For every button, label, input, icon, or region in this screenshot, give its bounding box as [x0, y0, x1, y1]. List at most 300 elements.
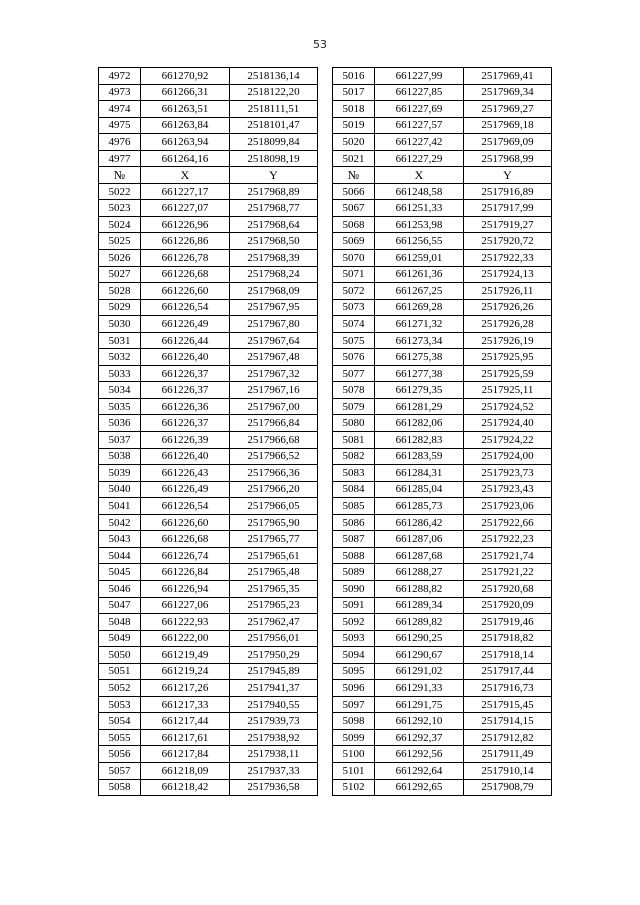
table-row [333, 233, 552, 250]
table-row [99, 663, 318, 680]
x-coordinate-cell: 661227,85 [375, 84, 464, 101]
y-coordinate-cell: 2517916,73 [464, 680, 552, 697]
y-coordinate-cell: 2517914,15 [464, 713, 552, 730]
y-coordinate-cell: 2517965,77 [230, 531, 318, 548]
table-row [99, 316, 318, 333]
x-coordinate-cell: 661292,10 [375, 713, 464, 730]
table-row [99, 432, 318, 449]
x-coordinate-cell: 661259,01 [375, 250, 464, 267]
point-number-cell: 5087 [333, 531, 375, 548]
x-coordinate-cell: 661290,25 [375, 630, 464, 647]
x-coordinate-cell: 661227,57 [375, 117, 464, 134]
point-number-cell: 5084 [333, 481, 375, 498]
point-number-cell: 5080 [333, 415, 375, 432]
point-number-cell: 5088 [333, 547, 375, 564]
table-row [333, 481, 552, 498]
x-coordinate-cell: 661271,32 [375, 316, 464, 333]
y-coordinate-cell: 2517968,24 [230, 266, 318, 283]
x-coordinate-cell: 661217,84 [141, 746, 230, 763]
table-row [99, 266, 318, 283]
point-number-cell: 5075 [333, 332, 375, 349]
point-number-cell: 5049 [99, 630, 141, 647]
table-row [333, 332, 552, 349]
y-coordinate-cell: 2517921,74 [464, 547, 552, 564]
y-coordinate-cell: 2517965,23 [230, 597, 318, 614]
point-number-cell: 5032 [99, 349, 141, 366]
x-coordinate-cell: 661273,34 [375, 332, 464, 349]
point-number-cell: 4974 [99, 101, 141, 118]
x-coordinate-cell: 661284,31 [375, 465, 464, 482]
y-coordinate-cell: 2517968,89 [230, 183, 318, 200]
point-number-cell: 5037 [99, 432, 141, 449]
table-row [99, 465, 318, 482]
y-coordinate-cell: 2518111,51 [230, 101, 318, 118]
x-coordinate-cell: 661217,44 [141, 713, 230, 730]
y-coordinate-cell: 2517967,95 [230, 299, 318, 316]
y-coordinate-cell: 2517923,06 [464, 498, 552, 515]
x-coordinate-cell: 661281,29 [375, 398, 464, 415]
table-row [333, 250, 552, 267]
y-coordinate-cell: 2517920,68 [464, 580, 552, 597]
table-row [99, 398, 318, 415]
point-number-cell: 4975 [99, 117, 141, 134]
y-coordinate-cell: 2517950,29 [230, 647, 318, 664]
x-coordinate-cell: 661226,60 [141, 283, 230, 300]
table-row [333, 415, 552, 432]
x-coordinate-cell: 661226,37 [141, 365, 230, 382]
x-coordinate-cell: 661289,82 [375, 614, 464, 631]
y-coordinate-cell: 2517968,77 [230, 200, 318, 217]
table-row [333, 614, 552, 631]
point-number-cell: 5029 [99, 299, 141, 316]
table-row [333, 762, 552, 779]
table-row [99, 580, 318, 597]
x-coordinate-cell: 661226,37 [141, 415, 230, 432]
point-number-cell: 5033 [99, 365, 141, 382]
table-row [333, 216, 552, 233]
point-number-cell: 5046 [99, 580, 141, 597]
point-number-cell: 5094 [333, 647, 375, 664]
y-coordinate-cell: 2517965,61 [230, 547, 318, 564]
point-number-cell: 5090 [333, 580, 375, 597]
x-coordinate-cell: 661266,31 [141, 84, 230, 101]
point-number-cell: 5076 [333, 349, 375, 366]
y-coordinate-cell: 2517925,59 [464, 365, 552, 382]
table-row [99, 614, 318, 631]
x-coordinate-cell: 661291,33 [375, 680, 464, 697]
x-coordinate-cell: 661248,58 [375, 183, 464, 200]
page-number: 53 [313, 38, 327, 51]
y-coordinate-cell: 2518098,19 [230, 150, 318, 167]
table-row [99, 150, 318, 167]
x-coordinate-cell: 661277,38 [375, 365, 464, 382]
x-coordinate-cell: 661222,93 [141, 614, 230, 631]
point-number-cell: 5100 [333, 746, 375, 763]
y-coordinate-cell: 2517969,18 [464, 117, 552, 134]
y-coordinate-cell: 2518101,47 [230, 117, 318, 134]
table-row [99, 630, 318, 647]
table-row [333, 283, 552, 300]
x-coordinate-cell: 661226,40 [141, 448, 230, 465]
table-row [333, 134, 552, 151]
x-coordinate-cell: 661282,83 [375, 432, 464, 449]
x-coordinate-cell: 661227,17 [141, 183, 230, 200]
x-coordinate-cell: 661251,33 [375, 200, 464, 217]
header-row [99, 167, 318, 184]
x-coordinate-cell: 661267,25 [375, 283, 464, 300]
point-number-cell: 5026 [99, 250, 141, 267]
point-number-cell: 5053 [99, 696, 141, 713]
x-coordinate-cell: 661292,64 [375, 762, 464, 779]
y-coordinate-cell: 2518136,14 [230, 68, 318, 85]
y-coordinate-cell: 2517969,09 [464, 134, 552, 151]
table-row [333, 316, 552, 333]
point-number-cell: 5086 [333, 514, 375, 531]
x-coordinate-cell: 661285,04 [375, 481, 464, 498]
y-coordinate-cell: 2517919,46 [464, 614, 552, 631]
table-row [99, 365, 318, 382]
y-coordinate-cell: 2517968,39 [230, 250, 318, 267]
table-row [333, 84, 552, 101]
y-coordinate-cell: 2517968,99 [464, 150, 552, 167]
y-coordinate-cell: 2517910,14 [464, 762, 552, 779]
point-number-cell: 5036 [99, 415, 141, 432]
y-coordinate-cell: 2517936,58 [230, 779, 318, 796]
y-coordinate-cell: 2517966,84 [230, 415, 318, 432]
x-coordinate-cell: 661261,36 [375, 266, 464, 283]
table-row [99, 101, 318, 118]
x-coordinate-cell: 661226,94 [141, 580, 230, 597]
x-coordinate-cell: 661287,68 [375, 547, 464, 564]
point-number-cell: 5058 [99, 779, 141, 796]
x-coordinate-cell: 661279,35 [375, 382, 464, 399]
y-coordinate-cell: 2517965,90 [230, 514, 318, 531]
y-coordinate-cell: 2517965,35 [230, 580, 318, 597]
table-row [99, 696, 318, 713]
point-number-cell: 5096 [333, 680, 375, 697]
point-number-cell: 5072 [333, 283, 375, 300]
y-coordinate-cell: 2517956,01 [230, 630, 318, 647]
header-row [333, 167, 552, 184]
left-header [99, 167, 318, 184]
y-coordinate-cell: 2517912,82 [464, 729, 552, 746]
table-row [333, 448, 552, 465]
y-coordinate-cell: 2517922,33 [464, 250, 552, 267]
table-row [333, 349, 552, 366]
y-coordinate-cell: 2517920,09 [464, 597, 552, 614]
x-coordinate-cell: 661226,74 [141, 547, 230, 564]
y-coordinate-cell: 2517921,22 [464, 564, 552, 581]
y-coordinate-cell: 2517967,48 [230, 349, 318, 366]
x-coordinate-cell: 661226,68 [141, 531, 230, 548]
point-number-cell: 5030 [99, 316, 141, 333]
x-coordinate-cell: 661286,42 [375, 514, 464, 531]
y-coordinate-cell: 2517924,13 [464, 266, 552, 283]
x-coordinate-cell: 661226,54 [141, 299, 230, 316]
table-row [99, 729, 318, 746]
table-row [333, 299, 552, 316]
table-row [333, 696, 552, 713]
point-number-cell: 5093 [333, 630, 375, 647]
table-row [333, 514, 552, 531]
y-coordinate-cell: 2517962,47 [230, 614, 318, 631]
y-coordinate-cell: 2517922,66 [464, 514, 552, 531]
point-number-cell: 5095 [333, 663, 375, 680]
y-coordinate-cell: 2517967,80 [230, 316, 318, 333]
table-row [333, 729, 552, 746]
point-number-cell: 5085 [333, 498, 375, 515]
y-coordinate-cell: 2517926,11 [464, 283, 552, 300]
y-coordinate-cell: 2517924,00 [464, 448, 552, 465]
table-row [333, 580, 552, 597]
y-coordinate-cell: 2517920,72 [464, 233, 552, 250]
table-row [99, 415, 318, 432]
point-number-cell: 5081 [333, 432, 375, 449]
x-coordinate-cell: 661219,49 [141, 647, 230, 664]
x-coordinate-cell: 661288,27 [375, 564, 464, 581]
table-row [333, 101, 552, 118]
table-row [333, 68, 552, 85]
y-coordinate-cell: 2517966,52 [230, 448, 318, 465]
x-coordinate-cell: 661264,16 [141, 150, 230, 167]
point-number-cell: 5016 [333, 68, 375, 85]
table-row [99, 382, 318, 399]
table-row [99, 332, 318, 349]
y-coordinate-cell: 2517918,82 [464, 630, 552, 647]
table-row [333, 432, 552, 449]
y-coordinate-cell: 2517917,99 [464, 200, 552, 217]
coordinates-table-left [98, 67, 318, 796]
y-coordinate-cell: 2518099,84 [230, 134, 318, 151]
y-coordinate-cell: 2517967,64 [230, 332, 318, 349]
point-number-cell: 5042 [99, 514, 141, 531]
header-number-cell: № [333, 167, 375, 184]
x-coordinate-cell: 661292,65 [375, 779, 464, 796]
y-coordinate-cell: 2517967,00 [230, 398, 318, 415]
x-coordinate-cell: 661226,44 [141, 332, 230, 349]
x-coordinate-cell: 661227,06 [141, 597, 230, 614]
point-number-cell: 5047 [99, 597, 141, 614]
table-row [99, 647, 318, 664]
y-coordinate-cell: 2517969,27 [464, 101, 552, 118]
point-number-cell: 5051 [99, 663, 141, 680]
y-coordinate-cell: 2517938,92 [230, 729, 318, 746]
x-coordinate-cell: 661226,36 [141, 398, 230, 415]
y-coordinate-cell: 2517968,09 [230, 283, 318, 300]
point-number-cell: 5091 [333, 597, 375, 614]
x-coordinate-cell: 661219,24 [141, 663, 230, 680]
point-number-cell: 5068 [333, 216, 375, 233]
y-coordinate-cell: 2517966,36 [230, 465, 318, 482]
y-coordinate-cell: 2517924,52 [464, 398, 552, 415]
point-number-cell: 5070 [333, 250, 375, 267]
x-coordinate-cell: 661291,75 [375, 696, 464, 713]
x-coordinate-cell: 661218,09 [141, 762, 230, 779]
point-number-cell: 5031 [99, 332, 141, 349]
x-coordinate-cell: 661253,98 [375, 216, 464, 233]
table-row [99, 481, 318, 498]
point-number-cell: 5078 [333, 382, 375, 399]
table-row [333, 398, 552, 415]
y-coordinate-cell: 2517922,23 [464, 531, 552, 548]
y-coordinate-cell: 2517938,11 [230, 746, 318, 763]
table-row [99, 233, 318, 250]
table-row [99, 564, 318, 581]
y-coordinate-cell: 2517939,73 [230, 713, 318, 730]
point-number-cell: 5056 [99, 746, 141, 763]
point-number-cell: 5022 [99, 183, 141, 200]
header-y-cell: Y [230, 167, 318, 184]
table-row [99, 746, 318, 763]
point-number-cell: 5025 [99, 233, 141, 250]
point-number-cell: 5102 [333, 779, 375, 796]
point-number-cell: 5089 [333, 564, 375, 581]
x-coordinate-cell: 661217,61 [141, 729, 230, 746]
point-number-cell: 5092 [333, 614, 375, 631]
y-coordinate-cell: 2517918,14 [464, 647, 552, 664]
point-number-cell: 4972 [99, 68, 141, 85]
point-number-cell: 5034 [99, 382, 141, 399]
table-row [333, 150, 552, 167]
point-number-cell: 5019 [333, 117, 375, 134]
x-coordinate-cell: 661226,43 [141, 465, 230, 482]
table-row [333, 746, 552, 763]
point-number-cell: 5021 [333, 150, 375, 167]
table-row [99, 68, 318, 85]
point-number-cell: 5044 [99, 547, 141, 564]
y-coordinate-cell: 2517969,41 [464, 68, 552, 85]
x-coordinate-cell: 661226,49 [141, 481, 230, 498]
table-row [333, 465, 552, 482]
right-top-rows [333, 68, 552, 167]
point-number-cell: 5055 [99, 729, 141, 746]
point-number-cell: 5067 [333, 200, 375, 217]
y-coordinate-cell: 2517919,27 [464, 216, 552, 233]
point-number-cell: 5020 [333, 134, 375, 151]
point-number-cell: 5017 [333, 84, 375, 101]
x-coordinate-cell: 661275,38 [375, 349, 464, 366]
x-coordinate-cell: 661226,37 [141, 382, 230, 399]
y-coordinate-cell: 2517969,34 [464, 84, 552, 101]
point-number-cell: 5018 [333, 101, 375, 118]
y-coordinate-cell: 2517968,50 [230, 233, 318, 250]
table-row [99, 597, 318, 614]
table-row [333, 200, 552, 217]
point-number-cell: 4977 [99, 150, 141, 167]
y-coordinate-cell: 2517911,49 [464, 746, 552, 763]
header-y-cell: Y [464, 167, 552, 184]
point-number-cell: 5082 [333, 448, 375, 465]
table-row [333, 531, 552, 548]
table-row [99, 134, 318, 151]
table-row [333, 680, 552, 697]
x-coordinate-cell: 661222,00 [141, 630, 230, 647]
x-coordinate-cell: 661226,86 [141, 233, 230, 250]
y-coordinate-cell: 2517926,19 [464, 332, 552, 349]
point-number-cell: 5045 [99, 564, 141, 581]
y-coordinate-cell: 2517965,48 [230, 564, 318, 581]
x-coordinate-cell: 661226,54 [141, 498, 230, 515]
x-coordinate-cell: 661285,73 [375, 498, 464, 515]
table-row [99, 349, 318, 366]
table-row [333, 663, 552, 680]
x-coordinate-cell: 661282,06 [375, 415, 464, 432]
table-row [99, 531, 318, 548]
x-coordinate-cell: 661217,33 [141, 696, 230, 713]
table-row [333, 779, 552, 796]
point-number-cell: 5024 [99, 216, 141, 233]
y-coordinate-cell: 2517915,45 [464, 696, 552, 713]
y-coordinate-cell: 2517924,40 [464, 415, 552, 432]
point-number-cell: 5052 [99, 680, 141, 697]
point-number-cell: 5035 [99, 398, 141, 415]
table-row [99, 547, 318, 564]
point-number-cell: 5048 [99, 614, 141, 631]
table-row [99, 299, 318, 316]
y-coordinate-cell: 2517941,37 [230, 680, 318, 697]
table-row [333, 365, 552, 382]
point-number-cell: 5040 [99, 481, 141, 498]
x-coordinate-cell: 661291,02 [375, 663, 464, 680]
table-row [333, 183, 552, 200]
x-coordinate-cell: 661263,94 [141, 134, 230, 151]
y-coordinate-cell: 2517940,55 [230, 696, 318, 713]
x-coordinate-cell: 661226,84 [141, 564, 230, 581]
x-coordinate-cell: 661227,42 [375, 134, 464, 151]
table-row [99, 680, 318, 697]
point-number-cell: 4976 [99, 134, 141, 151]
table-row [99, 117, 318, 134]
coordinates-table-right [332, 67, 552, 796]
point-number-cell: 5101 [333, 762, 375, 779]
table-row [99, 200, 318, 217]
table-row [99, 514, 318, 531]
x-coordinate-cell: 661226,49 [141, 316, 230, 333]
point-number-cell: 4973 [99, 84, 141, 101]
y-coordinate-cell: 2517926,26 [464, 299, 552, 316]
point-number-cell: 5083 [333, 465, 375, 482]
y-coordinate-cell: 2517937,33 [230, 762, 318, 779]
x-coordinate-cell: 661288,82 [375, 580, 464, 597]
point-number-cell: 5069 [333, 233, 375, 250]
y-coordinate-cell: 2517967,16 [230, 382, 318, 399]
point-number-cell: 5054 [99, 713, 141, 730]
table-row [99, 762, 318, 779]
table-row [99, 779, 318, 796]
x-coordinate-cell: 661226,68 [141, 266, 230, 283]
y-coordinate-cell: 2517924,22 [464, 432, 552, 449]
x-coordinate-cell: 661289,34 [375, 597, 464, 614]
table-row [99, 250, 318, 267]
x-coordinate-cell: 661263,51 [141, 101, 230, 118]
point-number-cell: 5027 [99, 266, 141, 283]
x-coordinate-cell: 661227,99 [375, 68, 464, 85]
table-row [99, 448, 318, 465]
point-number-cell: 5041 [99, 498, 141, 515]
y-coordinate-cell: 2517917,44 [464, 663, 552, 680]
point-number-cell: 5073 [333, 299, 375, 316]
y-coordinate-cell: 2517925,11 [464, 382, 552, 399]
table-row [333, 117, 552, 134]
x-coordinate-cell: 661217,26 [141, 680, 230, 697]
point-number-cell: 5039 [99, 465, 141, 482]
x-coordinate-cell: 661290,67 [375, 647, 464, 664]
y-coordinate-cell: 2517966,68 [230, 432, 318, 449]
y-coordinate-cell: 2517945,89 [230, 663, 318, 680]
table-row [99, 84, 318, 101]
y-coordinate-cell: 2517925,95 [464, 349, 552, 366]
point-number-cell: 5057 [99, 762, 141, 779]
